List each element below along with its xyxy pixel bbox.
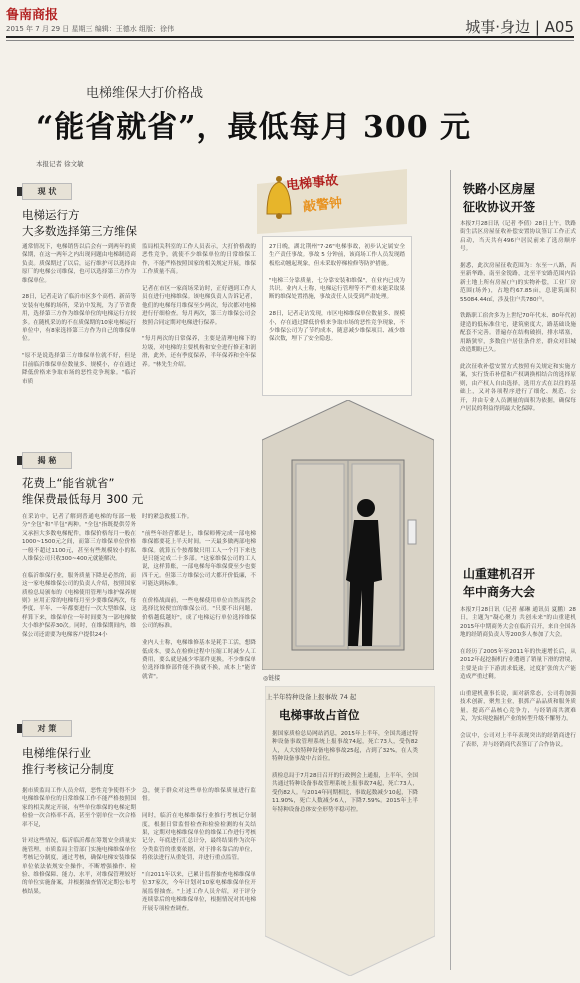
masthead: 鲁南商报 [6, 8, 59, 23]
stat-title: 电梯事故占首位 [279, 708, 360, 722]
link-caption: ◎链接 [263, 675, 281, 682]
banner-title: 电梯事故 [285, 173, 339, 194]
tag-status: 现 状 [22, 183, 72, 200]
news-box-body: 27日晚，湖北荆州"7·26"电梯事故，初步认定属安全生产责任事故。事故 5 分钟前，该商场工作人员发现踏板松动翘起现象，但未采取停梯检修等防护措施。 "电梯三分靠质量，七分靠安装和维保"，在业内已成为共识。业内人士称，电梯运行管理等不严重未能采取果断的维保处置措施，事故责任人员受到严肃处理。 28日，记者走访发现，市区电梯维保单位数量多、规模小，存在通过降低价格来争取市场的恶性竞争现象，不少维保公司为了节约成本，随意减少维保项目、减少维保次数，埋下了安全隐患。 [269, 244, 405, 343]
top-rule [6, 36, 574, 38]
right-headline-1: 铁路小区房屋 征收协议开签 [463, 182, 536, 214]
article-body-status-col1: 通常情况下，电梯销售以后会有一到两年的质保期，在这一两年之内出现问题由电梯制造商负责。质保期过了以后，运行维护可以选择由原厂的电梯公司维保，也可以选择第三方作为维保单位。 28日，记者走访了临沂市区多个高档、新苗等安装有电梯的场所，采访中发现，为了节省费用，选择第三方作为维保单位的电梯运行方较多。在随机采访的不在质保期的10家电梯运行单位中，有8家选择第三方作为自己的维保单位。 "原不是说选择第三方维保单位就不好，但是目前临沂维保单位数量多、规模小，存在通过降低价格来争取市场的恶性竞争现象。"临沂市质 [22, 244, 136, 385]
column-divider [450, 170, 451, 970]
dateline: 2015 年 7 月 29 日 星期三 编辑：王德水 组版：徐伟 [6, 25, 174, 33]
subhead-reveal: 花费上“能省就省” 维保费最低每月 300 元 [22, 476, 144, 506]
article-body-reveal-col1: 在采访中，记者了解到普通电梯的每部一般分"全包"和"半包"两种。"全包"指既提供劳务又承担大多数电梯配件，维保价格每月一般在1000~1500元之间，而第三方维保单位价格一般不超过1100元，甚至有些规模较小的私人维保公司只收300~400元就能解决。 在临沂维保行业，服务质量下降是必然的，而这一家电梯维保公司的负责人介绍，按照国家质检总局颁布的《电梯使用管理与维护保养规则》应用正常的电梯每月至少要维保两次，每季度、半年、一年都要进行一次大型维保，这样算下来，维保单位一年时间要为一部电梯做大小维护保养30次。同时，在维保期间内，维保公司还需要为电梯客户提供24小 [22, 514, 136, 638]
article-body-reveal-col2: 时的紧急救援工作。 "前些年经营都是上，维保师傅完成一部电梯维保都要花上半天时间。一天最多做两部电梯维保。就算五个按都做只用工人一个月下来也是只能完成二十多部。"这家维保公司的工人说，这样算账，一部电梯每年维保费至少也要四千元。但第三方维保公司大都开价低廉，不可能达到标准。 在价格战面前，一些电梯使用单位自然而然会选择比较便宜的维保公司。"只要不出问题，价格越低越好"，成了电梯运行单位选择维保公司的标准。 业内人士称，电梯维修基本是耗手工活，想降低成本，要么在检修过程中压缩工时减少人工费用，要么就是减少零部件更换。不少维保单位选择维修部件能不换就不换，成本上"能省就省"。 [142, 514, 256, 680]
news-box [262, 236, 412, 396]
elevator-illustration [262, 400, 434, 670]
subhead-measures: 电梯维保行业 推行考核记分制度 [22, 746, 114, 776]
section-label: 城事·身边 | A05 [465, 18, 574, 36]
tag-reveal: 揭 秘 [22, 452, 72, 469]
article-body-measures-col2: 急，便于群众对这些单位的维保质量进行监督。 同时，临沂在电梯维保行业推行考核记分制度，根据日常监督检查和检验检测的有关结果，定期对电梯维保单位的维保工作进行考核记分，年底进行汇总计分，最终结果作为次年分类监管的重要依据，对于排名靠后的单位，将依法进行从重处罚，并进行重点监管。 "自2011年以来，已累计监督抽查电梯维保单位37家次，今年计划对10家电梯维保单位开展监督抽查。"上述工作人员介绍，对于评分连续靠后的电梯维保单位，根据情况对其电梯开展专项检查调查。 [142, 788, 256, 912]
banner-subtitle: 敲警钟 [302, 195, 343, 215]
tag-measures: 对 策 [22, 720, 72, 737]
right-body-2: 本报7月28日讯（记者 郝琳 通讯员 夏鹏）28日，主题为"凝心聚力 共创未来"的山重建机2015年中期商务大会在临沂召开，来自全国各地的经销商负责人等200多人参加了大会。 在经历了2005年至2011年的快速增长后，从2012年起挖掘机行业遭遇了销量下滑的窘境，主要是由于下游需求低迷，过度扩张的大产能造成严重过剩。 山重建机董事长说，面对新常态，公司将加强技术创新，聚焦主业，狠抓产品品质和服务质量，提高产品核心竞争力，与经销商共渡难关，为实现挖掘机产业的转型升级不懈努力。 会议中，公司对上半年表现突出的经销商进行了表彰，并与经销商代表签订了合作协议。 [460, 607, 576, 748]
stat-body: 据国家质检总局网站消息，2015年上半年，全国共通过特种设备事故管理系统上报事故74起，死亡73人，受伤82人，人大较特种设备电梯事故25起，占到了32%，在人类特种设备事故中占首位。 质检总局于7月28日召开的行政例会上通报，上半年，全国共通过特种设备事故管理系统上报事故74起，死亡73人，受伤82人。与2014年同期相比，事故起数减少10起，下降11.90%，死亡人数减少6人，下降7.59%。2015年上半年特种设备总体安全形势平稳可控。 [272, 731, 418, 813]
byline: 本报记者 徐文敏 [36, 160, 84, 168]
article-body-measures-col1: 据市质监局工作人员介绍，恶性竞争使得不少电梯维保单位的日常维保工作不能严格按照国家的相关规定开展，有些单位维保的电梯定期检验一次合格率不高，甚至个别单位一次合格率不足， 针对这些情况，临沂临沂都在筹划安全质量实施管理，市质监局主管部门实施电梯维保单位考核记分制度，通过考核，确保电梯安装维保单位依法依规安全操作，不断增强操作、检验、维修保障、能力、水平，对维保管理较好的单位实施备案，并根据抽查情况定期公布考核结果。 [22, 788, 136, 895]
top-rule-thin [6, 40, 574, 41]
subhead-status: 电梯运行方 大多数选择第三方维保 [22, 208, 137, 238]
kicker: 电梯维保大打价格战 [86, 86, 204, 101]
headline: “能省就省”，最低每月 300 元 [36, 110, 472, 145]
article-body-status-col2: 监局相关科室的工作人员表示，大打价格战的恶性竞争，就使不少维保单位的日常维保工作，不能严格按照国家的相关规定开展，维保工作质量不高。 记者在市区一家商场采访时，正好遇到工作人员在进行电梯维保。该电梯负责人告诉记者，他们的电梯每月维保至少两次，每次都对电梯进行仔细检查。每月两次，第三方维保公司会按照合同定期对电梯进行保养。 "每月两次的日常保养，主要是清理电梯下的垃圾，对电梯的主要机构和安全进行修正和润滑，此外，还有季度保养，半年保养和全年保养。"林先生介绍。 [142, 244, 256, 368]
right-headline-2: 山重建机召开 年中商务大会 [463, 567, 536, 599]
stat-kicker: 上半年特种设备上报事故 74 起 [266, 693, 357, 701]
right-body-1: 本报7月28日讯（记者 李倩）28日上午，铁路街生活区房屋征收补偿安置协议签订工作正式启动，当天共有496户居民前来了选房顺序号。 据悉，此次房屋征收范围为：东至一八路，西至新华路，南至金锐路，北至平安路范围内沿新土地上所有房屋(户)的实物补偿，工业厂房范围(场外)，占地约67.85亩，总建筑面积55084.44㎡，涉及住户共780户。 铁路职工宿舍多为上世纪70年代末、80年代初建造的低标准住宅，建筑密度大，路基础设施配套不完善。普遍存在结构破损，排水堵塞，用路狭窄，多数住户居住条件差，群众对旧城改造期盼已久。 此次征收补偿安置方式按照有关规定和实施方案，实行货币补偿和产权调换相结合的选择原则，由产权人自由选择，选用方式在以往的基础上，又对各项程序进行了细化、规范、公开，并由专业人员测量的面积为依据，确保每户居民的利益得到最大化保障。 [460, 221, 576, 412]
